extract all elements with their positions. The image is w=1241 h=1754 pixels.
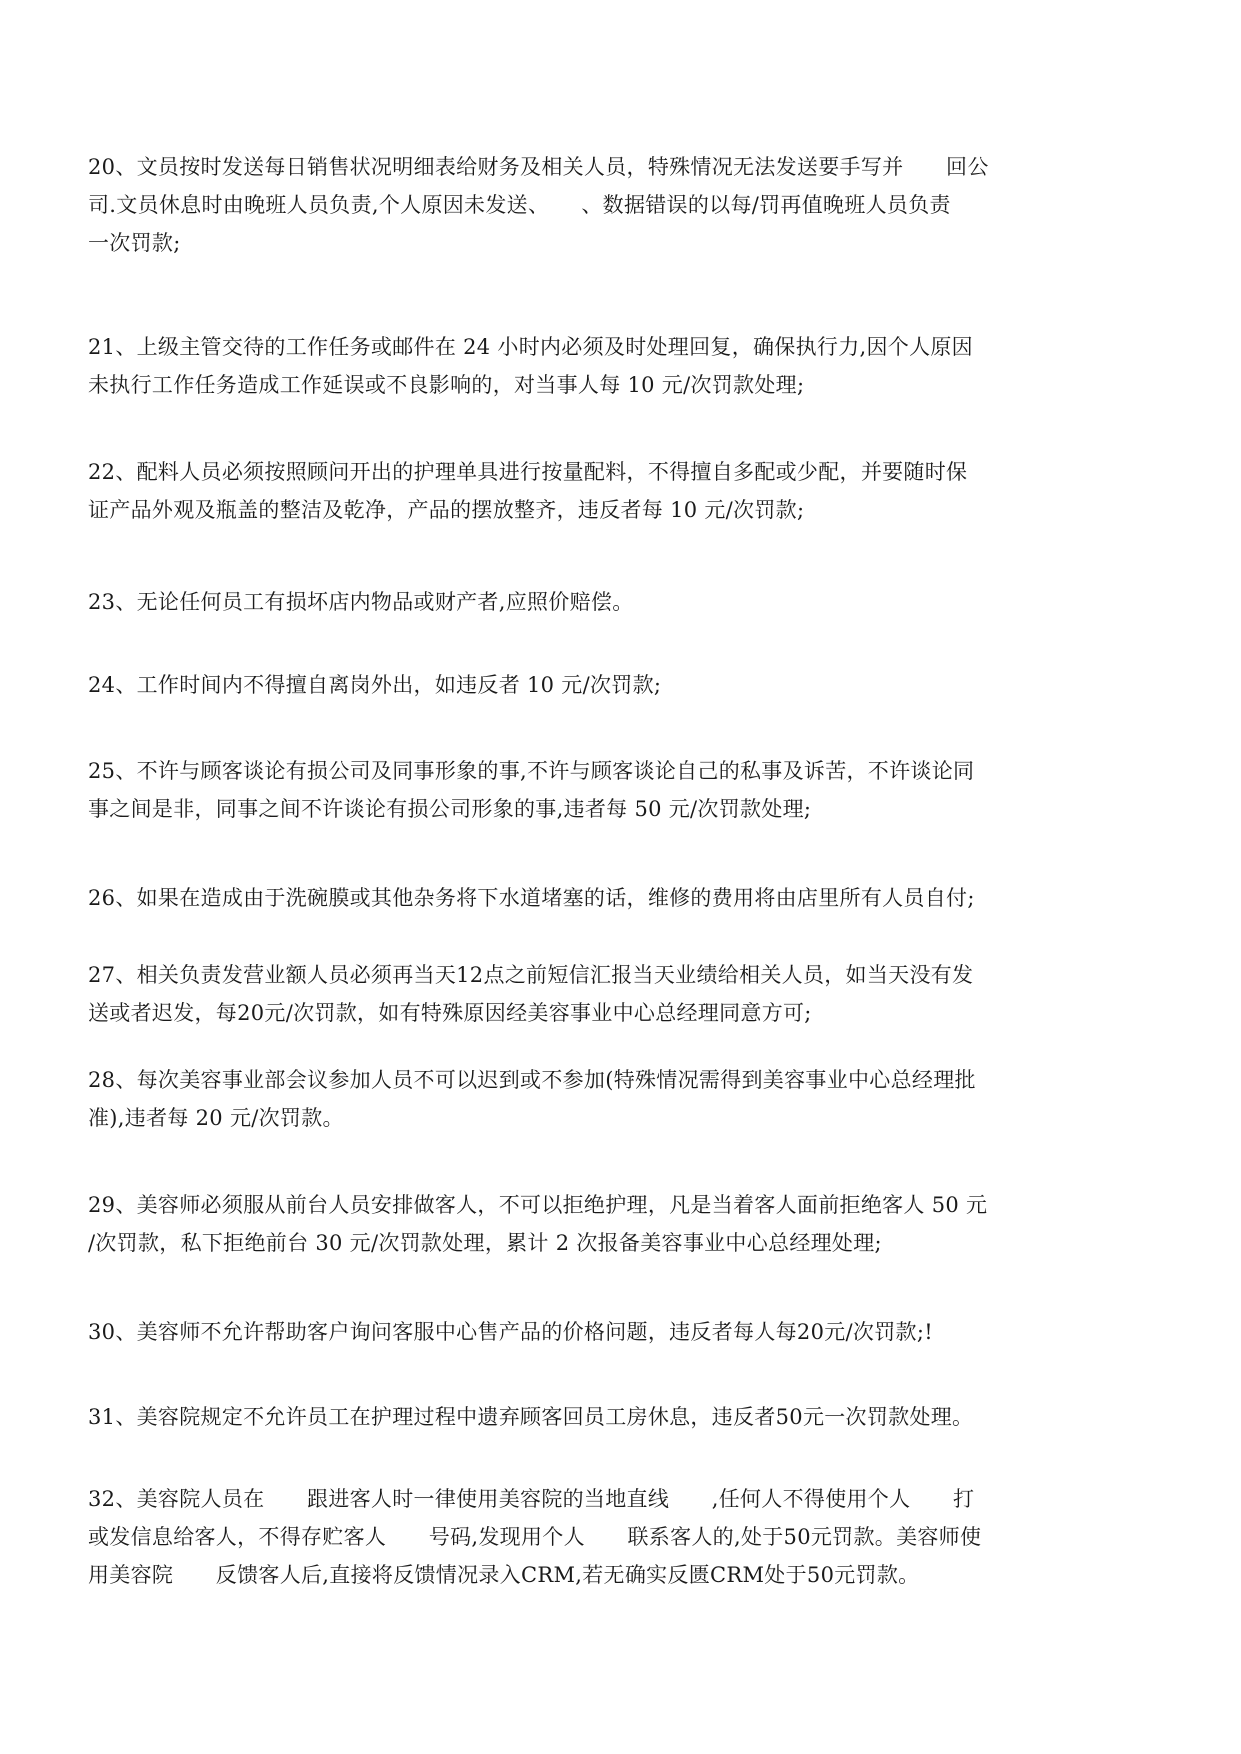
rule-paragraph-26 xyxy=(88,879,1128,917)
paragraph-line: 送或者迟发，每20元/次罚款，如有特殊原因经美容事业中心总经理同意方可; xyxy=(88,1001,812,1025)
rule-paragraph-24 xyxy=(88,666,1128,704)
paragraph-line: 司.文员休息时由晚班人员负责,个人原因未发送、 、数据错误的以每/罚再值晚班人员负责 xyxy=(88,193,951,217)
rule-paragraph-31 xyxy=(88,1398,1128,1436)
paragraph-line: 准),违者每 20 元/次罚款。 xyxy=(88,1106,344,1130)
paragraph-line: 30、美容师不允许帮助客户询问客服中心售产品的价格问题，违反者每人每20元/次罚款;! xyxy=(88,1320,933,1344)
paragraph-line: 29、美容师必须服从前台人员安排做客人，不可以拒绝护理，凡是当着客人面前拒绝客人 50 元 xyxy=(88,1193,988,1217)
rule-paragraph-25 xyxy=(88,752,1128,828)
paragraph-line: 31、美容院规定不允许员工在护理过程中遗弃顾客回员工房休息，违反者50元一次罚款处理。 xyxy=(88,1405,974,1429)
paragraph-line: 26、如果在造成由于洗碗膜或其他杂务将下水道堵塞的话，维修的费用将由店里所有人员自付; xyxy=(88,886,975,910)
paragraph-line: 一次罚款; xyxy=(88,231,181,255)
rule-paragraph-32 xyxy=(88,1480,1128,1594)
paragraph-line: 25、不许与顾客谈论有损公司及同事形象的事,不许与顾客谈论自己的私事及诉苦，不许谈论同 xyxy=(88,759,975,783)
paragraph-line: 或发信息给客人，不得存贮客人 号码,发现用个人 联系客人的,处于50元罚款。美容师使 xyxy=(88,1525,982,1549)
paragraph-line: 未执行工作任务造成工作延误或不良影响的，对当事人每 10 元/次罚款处理; xyxy=(88,373,805,397)
paragraph-line: 用美容院 反馈客人后,直接将反馈情况录入CRM,若无确实反匮CRM处于50元罚款。 xyxy=(88,1563,920,1587)
paragraph-line: 27、相关负责发营业额人员必须再当天12点之前短信汇报当天业绩给相关人员，如当天没有发 xyxy=(88,963,974,987)
rule-paragraph-23 xyxy=(88,583,1128,621)
paragraph-line: 24、工作时间内不得擅自离岗外出，如违反者 10 元/次罚款; xyxy=(88,673,662,697)
rule-paragraph-27 xyxy=(88,956,1128,1032)
rule-paragraph-29 xyxy=(88,1186,1128,1262)
rule-paragraph-22 xyxy=(88,453,1128,529)
paragraph-line: 32、美容院人员在 跟进客人时一律使用美容院的当地直线 ,任何人不得使用个人 打 xyxy=(88,1487,975,1511)
paragraph-line: 证产品外观及瓶盖的整洁及乾净，产品的摆放整齐，违反者每 10 元/次罚款; xyxy=(88,498,805,522)
paragraph-line: 23、无论任何员工有损坏店内物品或财产者,应照价赔偿。 xyxy=(88,590,634,614)
rule-paragraph-28 xyxy=(88,1061,1128,1137)
rule-paragraph-21 xyxy=(88,328,1128,404)
paragraph-line: 28、每次美容事业部会议参加人员不可以迟到或不参加(特殊情况需得到美容事业中心总经理批 xyxy=(88,1068,976,1092)
paragraph-line: 22、配料人员必须按照顾问开出的护理单具进行按量配料，不得擅自多配或少配，并要随时保 xyxy=(88,460,968,484)
paragraph-line: 20、文员按时发送每日销售状况明细表给财务及相关人员，特殊情况无法发送要手写并 回公 xyxy=(88,155,989,179)
paragraph-line: /次罚款，私下拒绝前台 30 元/次罚款处理，累计 2 次报备美容事业中心总经理处理; xyxy=(88,1231,882,1255)
rule-paragraph-20 xyxy=(88,148,1128,262)
rule-paragraph-30 xyxy=(88,1313,1128,1351)
paragraph-line: 事之间是非，同事之间不许谈论有损公司形象的事,违者每 50 元/次罚款处理; xyxy=(88,797,812,821)
paragraph-line: 21、上级主管交待的工作任务或邮件在 24 小时内必须及时处理回复，确保执行力,因个人原因 xyxy=(88,335,973,359)
